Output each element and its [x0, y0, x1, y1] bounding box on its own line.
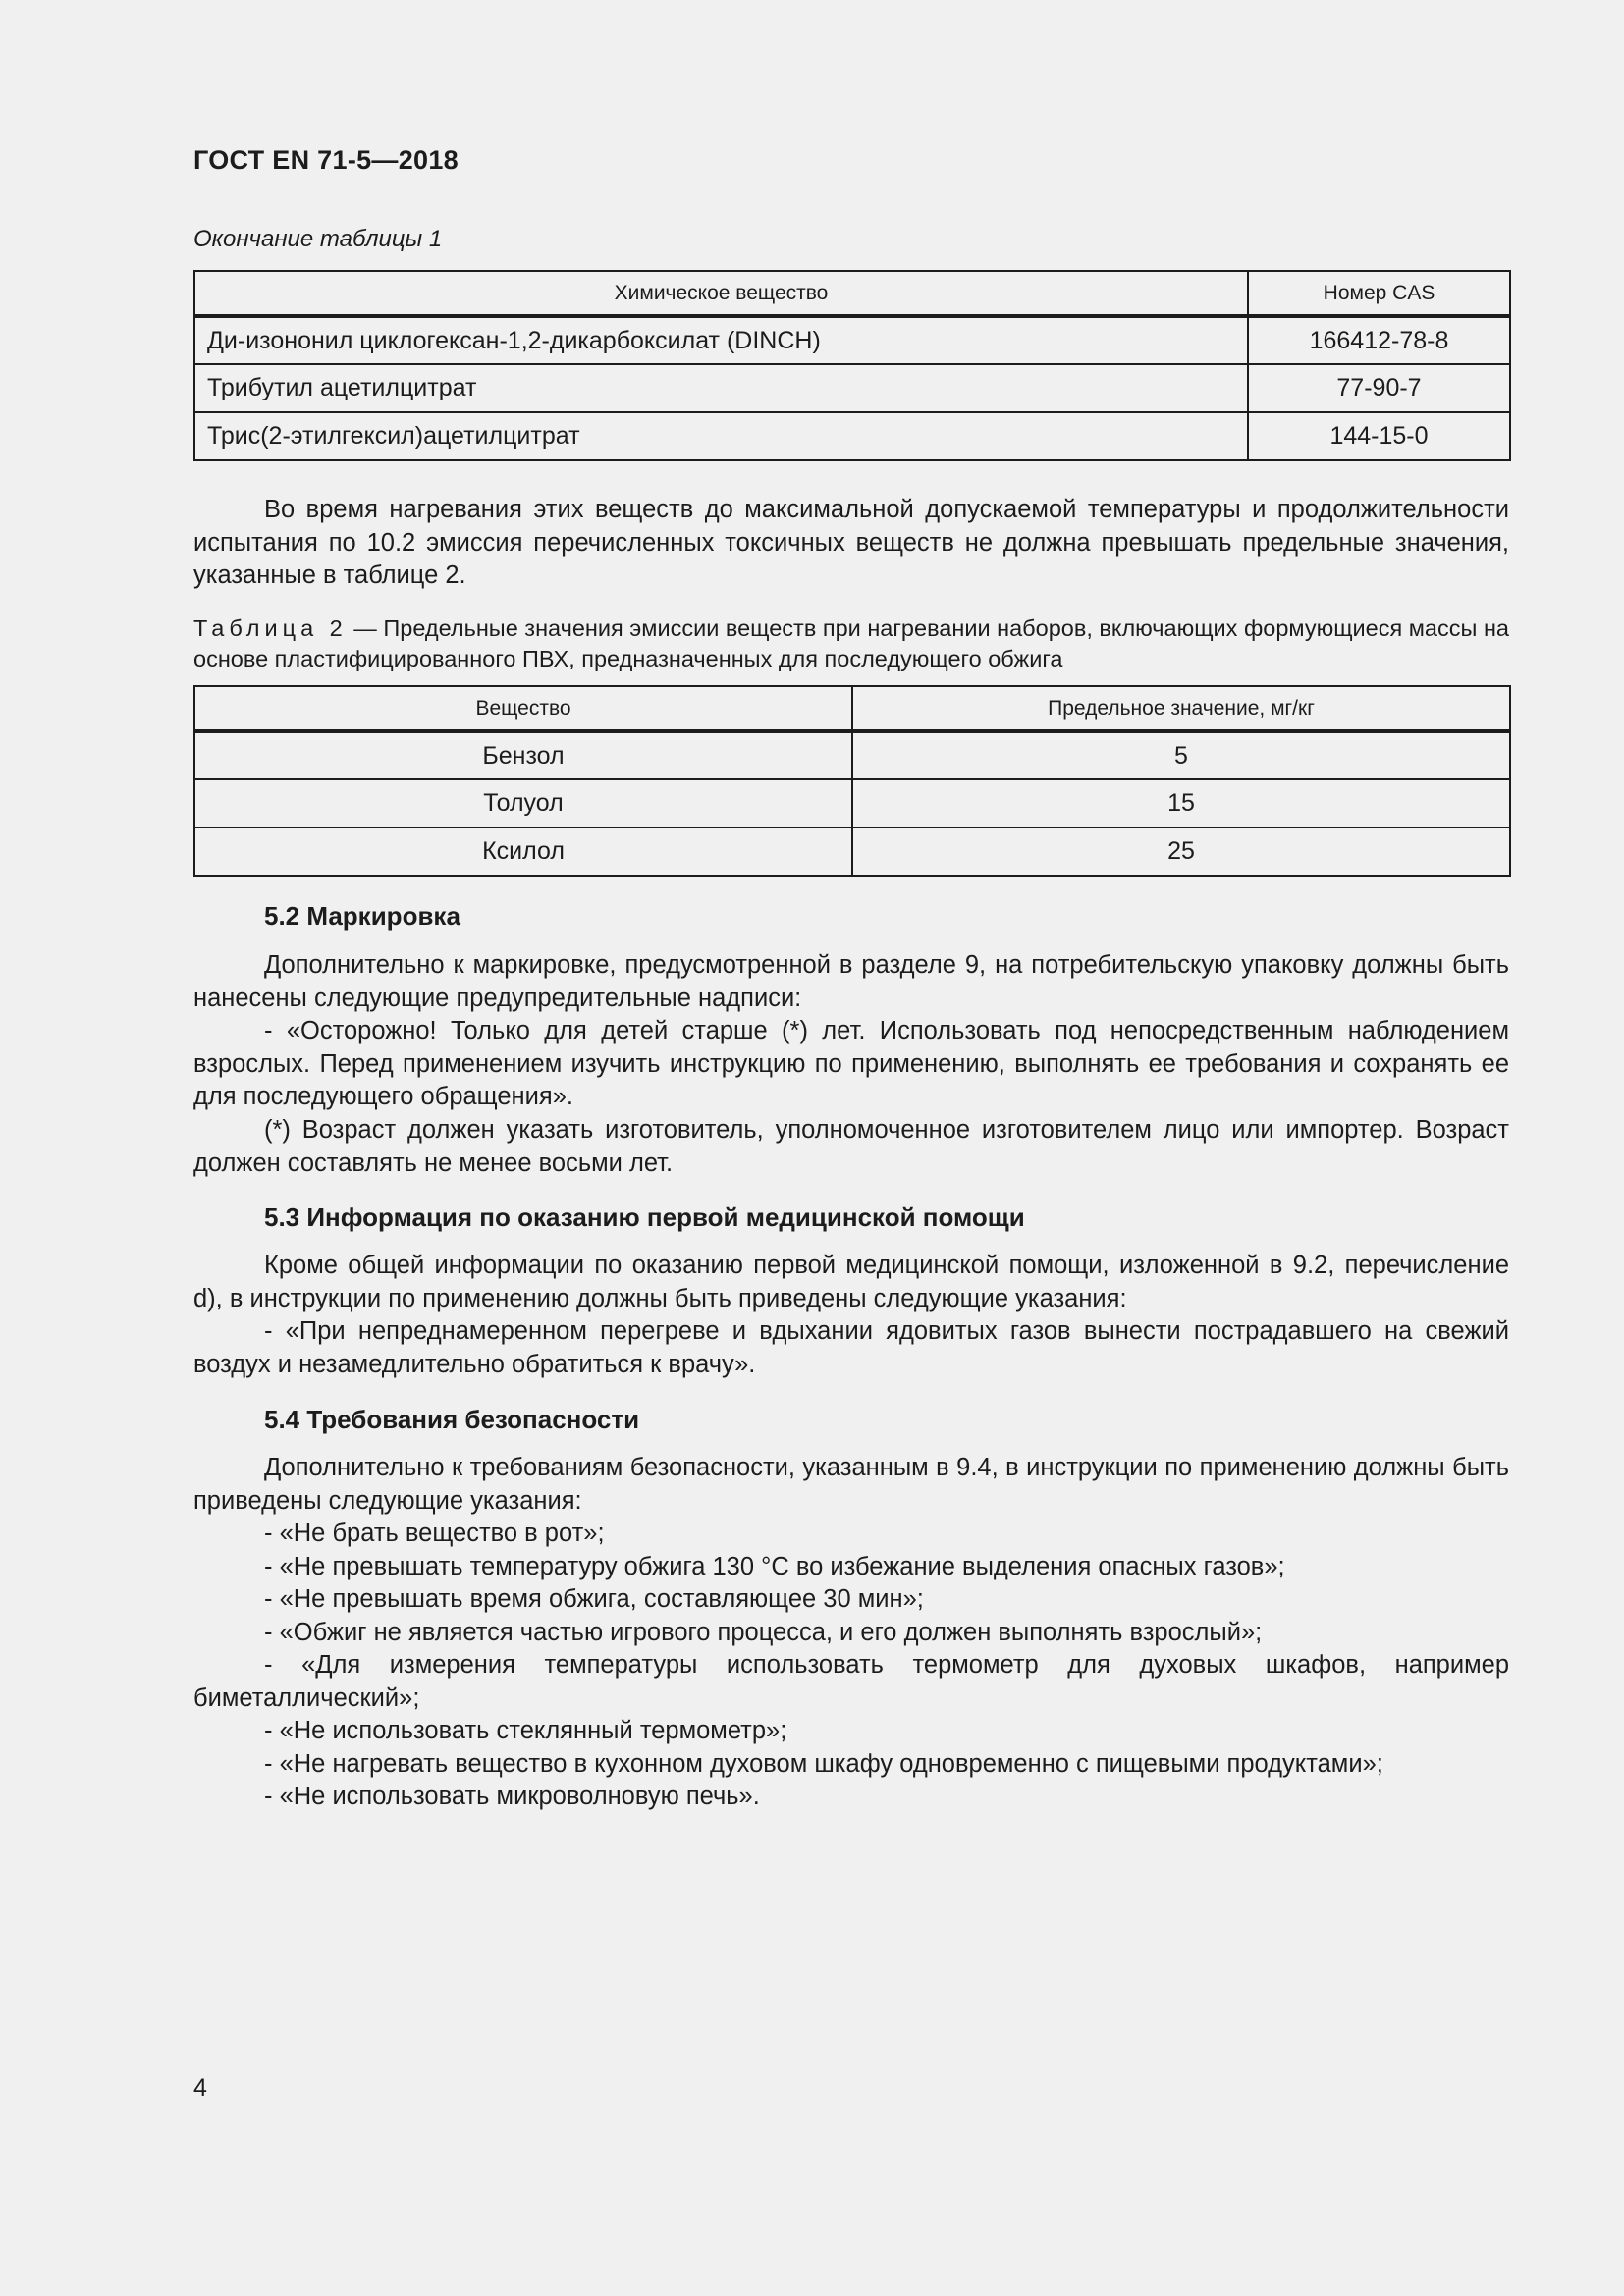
table2-caption-label: Таблица 2 [193, 615, 348, 641]
table-cell: 25 [852, 828, 1510, 876]
table-header-cell: Вещество [194, 686, 852, 731]
table-row [194, 316, 1510, 364]
table-header-cell: Предельное значение, мг/кг [852, 686, 1510, 731]
intro-paragraph: Во время нагревания этих веществ до максимальной допускаемой температуры и продолжительности испытания по 10.2 эмиссия перечисленных токсичных веществ не должна превышать предельные значения, указанные в таблице 2. [193, 496, 1509, 589]
table-header-row [194, 686, 1510, 731]
table-cell: 5 [852, 731, 1510, 779]
section-5-4-list [193, 1518, 1509, 1814]
table-cell: 166412-78-8 [1248, 316, 1510, 364]
page-number: 4 [193, 2074, 207, 2102]
list-item: - «Не превышать температуру обжига 130 °С во избежание выделения опасных газов»; [264, 1552, 1285, 1580]
table-cell: Бензол [194, 731, 852, 779]
table-header-row [194, 271, 1510, 316]
list-item: - «Не нагревать вещество в кухонном духовом шкафу одновременно с пищевыми продуктами»; [264, 1749, 1383, 1778]
section-5-2-heading: 5.2 Маркировка [264, 901, 460, 931]
table-row [194, 731, 1510, 779]
table-cell: Ксилол [194, 828, 852, 876]
list-item: - «Не брать вещество в рот»; [264, 1520, 605, 1547]
table-row [194, 364, 1510, 412]
table-row [194, 828, 1510, 876]
list-item: - «Не превышать время обжига, составляющее 30 мин»; [264, 1585, 924, 1613]
table-row [194, 412, 1510, 460]
section-5-2-note: (*) Возраст должен указать изготовитель, уполномоченное изготовителем лицо или импортер. Возраст должен составлять не менее восьми лет. [193, 1116, 1509, 1177]
table-cell: Ди-изононил циклогексан-1,2-дикарбоксилат (DINCH) [194, 316, 1248, 364]
table-1 [193, 270, 1511, 461]
table-header-cell: Химическое вещество [194, 271, 1248, 316]
table1-continuation-label: Окончание таблицы 1 [193, 226, 443, 252]
section-5-3-heading: 5.3 Информация по оказанию первой медицинской помощи [264, 1202, 1025, 1232]
table-cell: 144-15-0 [1248, 412, 1510, 460]
list-item: - «Не использовать микроволновую печь». [264, 1783, 760, 1810]
table-cell: Трибутил ацетилцитрат [194, 364, 1248, 412]
table-header-cell: Номер CAS [1248, 271, 1510, 316]
table-cell: Трис(2-этилгексил)ацетилцитрат [194, 412, 1248, 460]
section-5-3-paragraph: Кроме общей информации по оказанию первой медицинской помощи, изложенной в 9.2, перечисление d), в инструкции по применению должны быть приведены следующие указания: [193, 1252, 1509, 1312]
table-cell: Толуол [194, 779, 852, 828]
section-5-4-heading: 5.4 Требования безопасности [264, 1405, 640, 1434]
table2-caption-text: — Предельные значения эмиссии веществ при нагревании наборов, включающих формующиеся массы на основе пластифицированного ПВХ, предназначенных для последующего обжига [193, 615, 1509, 671]
table-row [194, 779, 1510, 828]
table-2 [193, 685, 1511, 877]
document-code: ГОСТ EN 71-5—2018 [193, 145, 459, 175]
table2-caption [193, 614, 1509, 674]
list-item: - «Не использовать стеклянный термометр»; [264, 1717, 787, 1744]
table-cell: 15 [852, 779, 1510, 828]
table-cell: 77-90-7 [1248, 364, 1510, 412]
list-item: - «Для измерения температуры использовать термометр для духовых шкафов, например биметаллический»; [193, 1651, 1509, 1712]
section-5-4-paragraph: Дополнительно к требованиям безопасности, указанным в 9.4, в инструкции по применению должны быть приведены следующие указания: [193, 1454, 1509, 1515]
section-5-2-paragraph: Дополнительно к маркировке, предусмотренной в разделе 9, на потребительскую упаковку должны быть нанесены следующие предупредительные надписи: [193, 951, 1509, 1012]
section-5-2-warning: - «Осторожно! Только для детей старше (*) лет. Использовать под непосредственным наблюдением взрослых. Перед применением изучить инструкцию по применению, выполнять ее требования и сохранять ее для последующего обращения». [193, 1017, 1509, 1110]
list-item: - «Обжиг не является частью игрового процесса, и его должен выполнять взрослый»; [264, 1618, 1263, 1646]
section-5-3-instruction: - «При непреднамеренном перегреве и вдыхании ядовитых газов вынести пострадавшего на свежий воздух и незамедлительно обратиться к врачу». [193, 1317, 1509, 1378]
